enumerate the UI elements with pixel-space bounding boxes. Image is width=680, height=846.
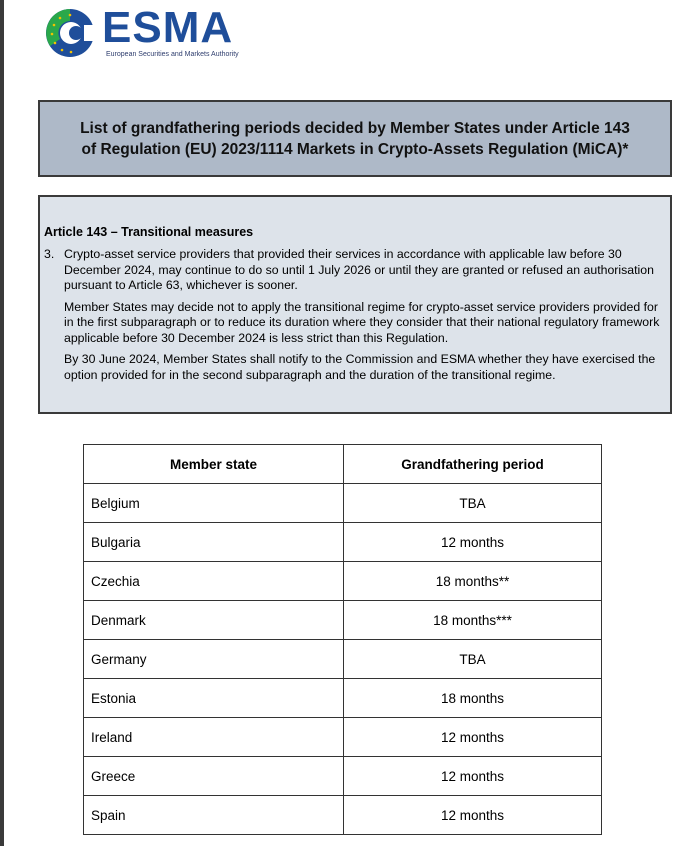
- cell-member-state: Germany: [84, 640, 344, 679]
- table-row: [84, 484, 602, 523]
- table-row: [84, 562, 602, 601]
- table-header-row: [84, 445, 602, 484]
- table-row: [84, 601, 602, 640]
- document-title: List of grandfathering periods decided by Member States under Article 143 of Regulation (EU) 2023/1114 Markets in Crypto-Assets Regulation (MiCA)*: [80, 119, 630, 158]
- table-row: [84, 796, 602, 835]
- article-paragraph: By 30 June 2024, Member States shall notify to the Commission and ESMA whether they have exercised the option provided for in the second subparagraph and the duration of the transitional regime.: [64, 352, 656, 382]
- article-paragraph: Crypto-asset service providers that provided their services in accordance with applicable law before 30 December 2024, may continue to do so until 1 July 2026 or until they are granted or refused an authorisation pursuant to Article 63, whichever is sooner.: [64, 247, 654, 292]
- article-heading: Article 143 – Transitional measures: [44, 225, 254, 239]
- cell-period: 18 months**: [344, 562, 602, 601]
- cell-period: TBA: [344, 484, 602, 523]
- article-item: [44, 247, 660, 389]
- table-row: [84, 523, 602, 562]
- cell-member-state: Greece: [84, 757, 344, 796]
- cell-period: 18 months***: [344, 601, 602, 640]
- esma-emblem-icon: [40, 6, 100, 60]
- header-grandfathering-period: Grandfathering period: [344, 445, 602, 484]
- page-edge: [0, 0, 4, 846]
- article-paragraphs: [64, 247, 660, 389]
- cell-period: 12 months: [344, 796, 602, 835]
- cell-period: 12 months: [344, 757, 602, 796]
- table-row: [84, 757, 602, 796]
- cell-member-state: Ireland: [84, 718, 344, 757]
- cell-member-state: Estonia: [84, 679, 344, 718]
- cell-member-state: Denmark: [84, 601, 344, 640]
- header-member-state: Member state: [84, 445, 344, 484]
- article-paragraph: Member States may decide not to apply the transitional regime for crypto-asset service providers provided for in the first subparagraph or to reduce its duration where they consider that their national regulatory framework applicable before 30 December 2024 is less strict than this Regulation.: [64, 299, 660, 345]
- article-item-number: 3.: [44, 247, 55, 261]
- grandfathering-table: [83, 444, 602, 835]
- cell-period: 12 months: [344, 718, 602, 757]
- esma-logo: [40, 3, 270, 60]
- cell-member-state: Spain: [84, 796, 344, 835]
- table-row: [84, 718, 602, 757]
- cell-period: 12 months: [344, 523, 602, 562]
- cell-member-state: Czechia: [84, 562, 344, 601]
- title-box: [38, 100, 672, 177]
- cell-period: 18 months: [344, 679, 602, 718]
- cell-member-state: Bulgaria: [84, 523, 344, 562]
- cell-period: TBA: [344, 640, 602, 679]
- article-box: [38, 195, 672, 414]
- cell-member-state: Belgium: [84, 484, 344, 523]
- table-row: [84, 679, 602, 718]
- logo-subtitle: European Securities and Markets Authority: [106, 51, 239, 58]
- logo-wordmark: ESMA: [102, 3, 234, 52]
- table-row: [84, 640, 602, 679]
